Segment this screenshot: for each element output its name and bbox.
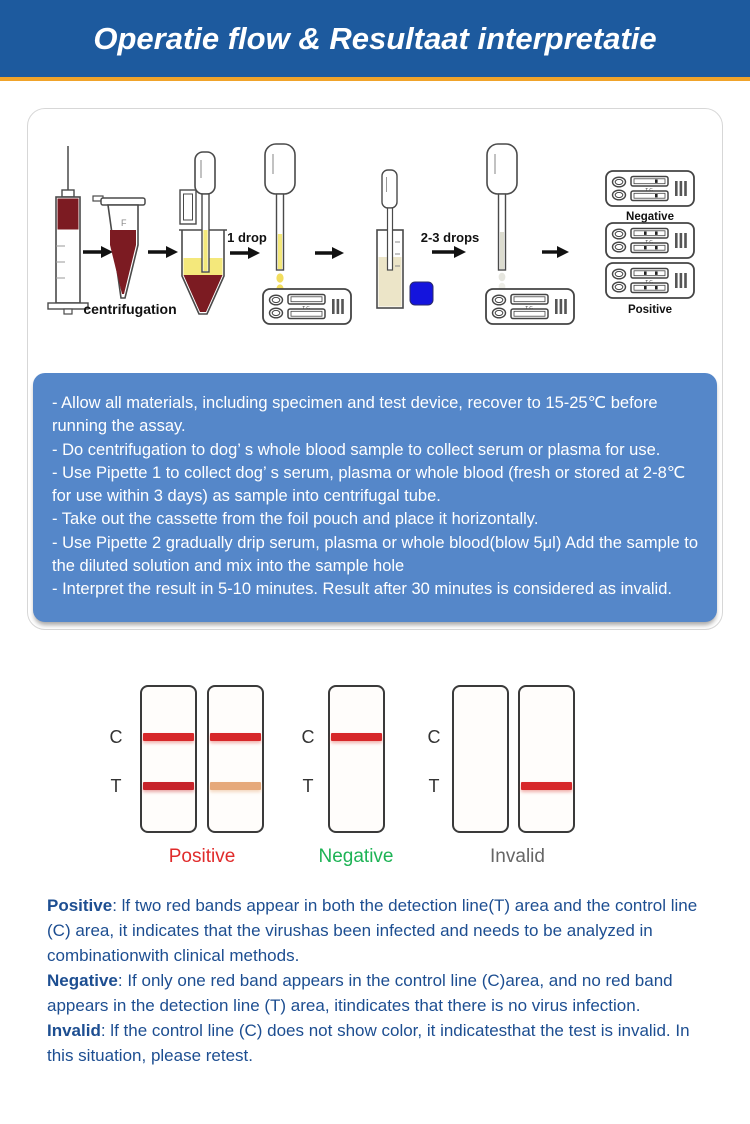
positive-result-label: Positive: [627, 304, 673, 316]
invalid-interpretation: Invalid: lf the control line (C) does not show color, it indicatesthat the test is invalid. In this situation, please retest.: [47, 1021, 690, 1065]
instruction-line: - Interpret the result in 5-10 minutes. Result after 30 minutes is considered as invalid.: [52, 580, 672, 599]
positive-group-label: Positive: [168, 846, 236, 867]
test-cassette-icon: [263, 289, 351, 324]
interpretation-text: [47, 893, 709, 1068]
pipette-dropping-icon: [487, 144, 517, 291]
page-title: Operatie flow & Resultaat interpretatie: [93, 20, 657, 56]
arrow-right-icon: [83, 246, 113, 258]
one-drop-label: 1 drop: [227, 230, 267, 245]
positive-term: Positive: [47, 896, 113, 915]
instruction-line: - Allow all materials, including specimen and test device, recover to 15-25℃ before running the assay.: [52, 394, 658, 436]
arrow-right-icon: [542, 246, 569, 258]
result-cassette-negative: [606, 171, 694, 206]
invalid-term: Invalid: [47, 1021, 101, 1040]
test-cassette-icon: [486, 289, 574, 324]
header-banner: [0, 0, 750, 81]
strip-invalid-2: [518, 685, 575, 833]
strip-negative: [328, 685, 385, 833]
arrow-right-icon: [432, 246, 466, 258]
strip-invalid-1: [452, 685, 509, 833]
centrifuge-tube-icon: [93, 196, 145, 298]
negative-group-label: Negative: [318, 846, 394, 867]
negative-interpretation: Negative: If only one red band appears in the control line (C)area, and no red band appears in the detection line (T) area, itindicates that there is no virus infection.: [47, 971, 673, 1015]
tc-marking: T C: [302, 304, 310, 310]
invalid-group-label: Invalid: [490, 846, 545, 867]
result-cassette-positive-strong: [606, 223, 694, 258]
control-line-label: C: [109, 727, 123, 747]
arrow-right-icon: [230, 247, 260, 259]
diluent-tube-icon: [377, 170, 403, 308]
test-line-label: T: [428, 776, 440, 796]
instruction-line: - Take out the cassette from the foil pouch and place it horizontally.: [52, 510, 539, 529]
tc-marking: T C: [645, 278, 653, 284]
negative-result-label: Negative: [626, 211, 674, 223]
positive-interpretation: Positive: lf two red bands appear in both the detection line(T) area and the control line (C) area, it indicates that the virushas been infected and needs to be analyzed in combinationwith clinical methods.: [47, 896, 698, 965]
tc-marking: T C: [645, 186, 653, 192]
tc-marking: T C: [525, 304, 533, 310]
control-line-label: C: [427, 727, 441, 747]
instructions-box: [33, 373, 717, 622]
instruction-line: - Do centrifugation to dog’ s whole blood sample to collect serum or plasma for use.: [52, 440, 661, 459]
pipette-dropping-icon: [265, 144, 295, 294]
strip-positive-1: [140, 685, 197, 833]
test-line-label: T: [110, 776, 122, 796]
syringe-icon: [48, 146, 88, 314]
two-three-drops-label: 2-3 drops: [420, 230, 480, 245]
centrifugation-label: centrifugation: [83, 301, 177, 317]
instruction-line: - Use Pipette 2 gradually drip serum, plasma or whole blood(blow 5μl) Add the sample to the diluted solution and mix into the sample hole: [52, 533, 698, 576]
buffer-blue-square: [410, 282, 433, 305]
result-cassette-positive: [606, 263, 694, 298]
strip-positive-2: [207, 685, 264, 833]
arrow-right-icon: [148, 246, 178, 258]
tc-marking: T C: [645, 238, 653, 244]
test-line-label: T: [302, 776, 314, 796]
instruction-line: - Use Pipette 1 to collect dog’ s serum, plasma or whole blood (fresh or stored at 2-8℃ for use within 3 days) as sample into centrifugal tube.: [52, 463, 686, 506]
svg-text:F: F: [121, 218, 127, 228]
tube-with-pipette-icon: [179, 152, 227, 314]
negative-term: Negative: [47, 971, 118, 990]
control-line-label: C: [301, 727, 315, 747]
operation-flow-diagram: [35, 130, 715, 375]
arrow-right-icon: [315, 247, 344, 259]
